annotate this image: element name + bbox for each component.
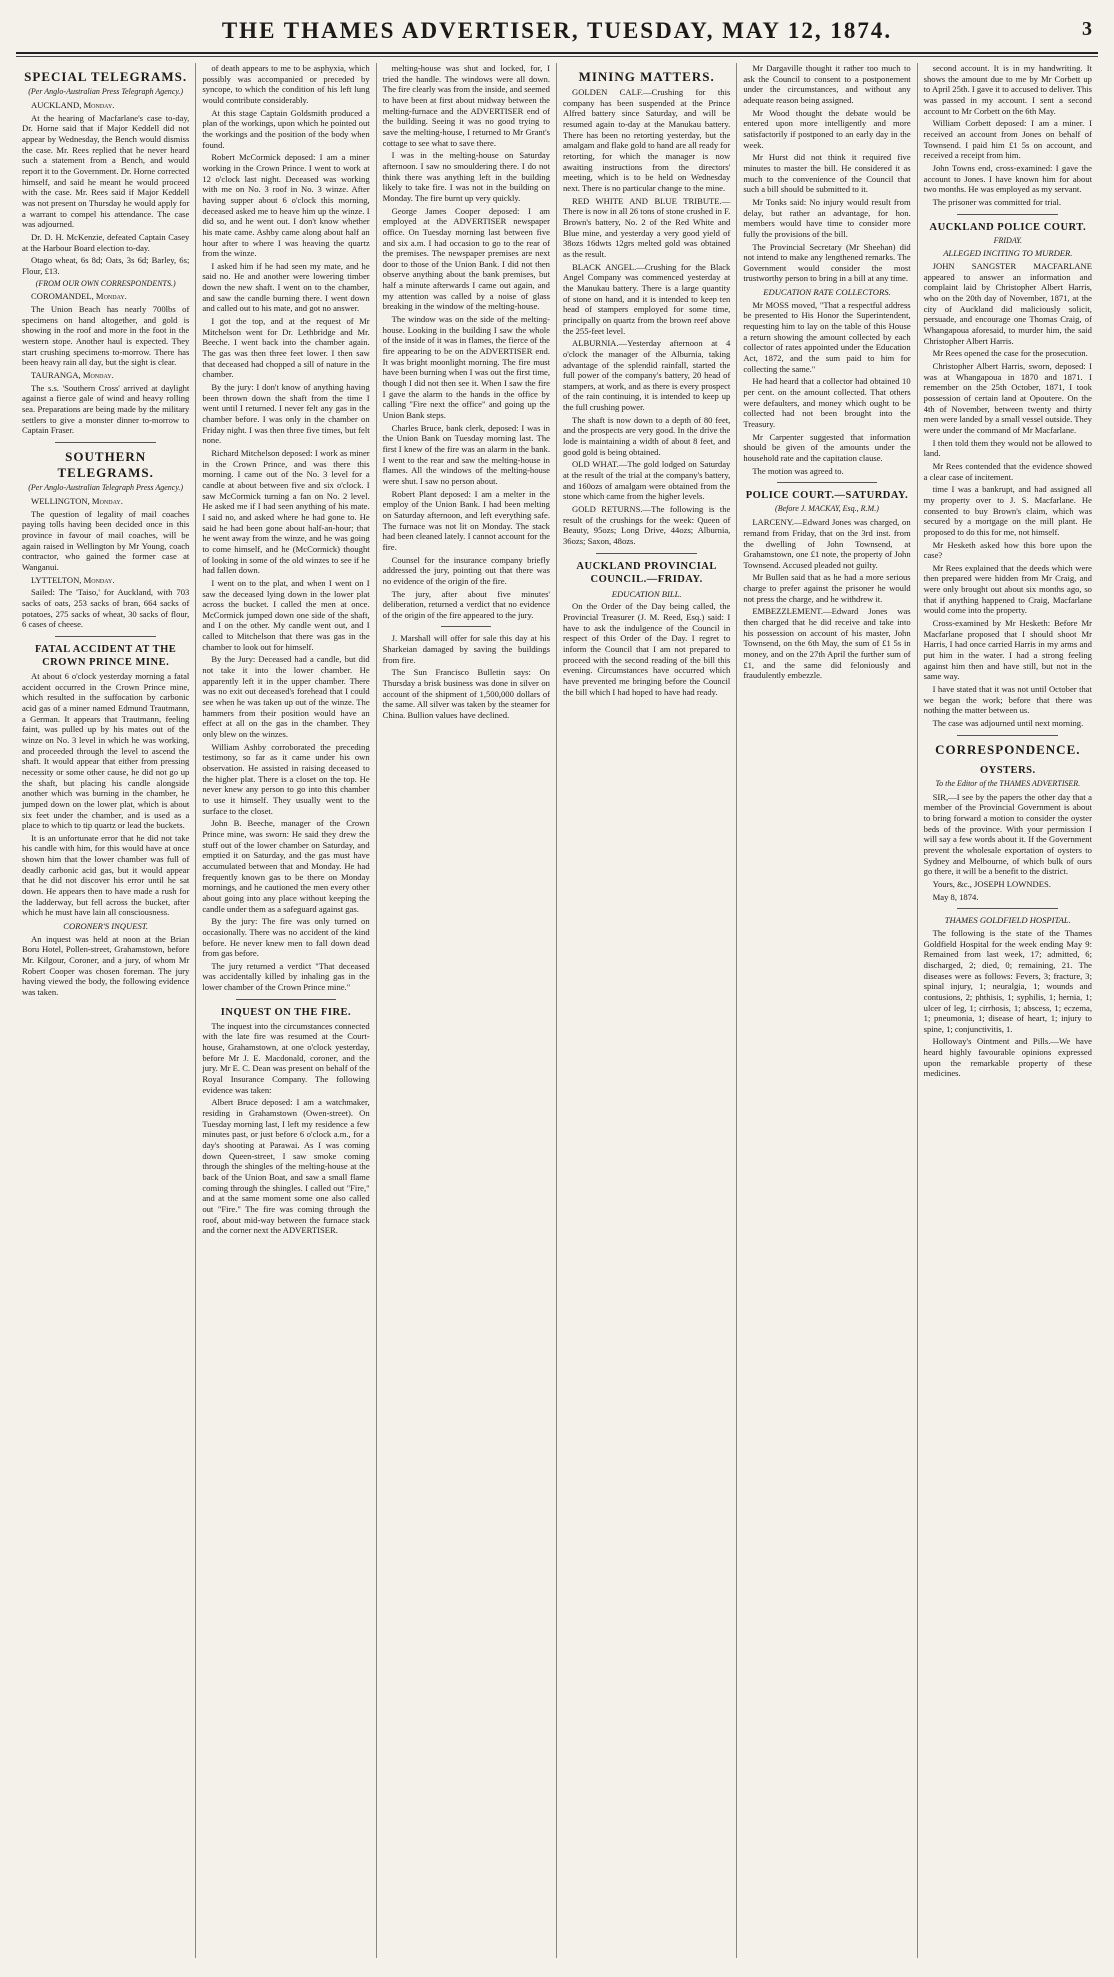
paragraph: At the hearing of Macfarlane's case to-day, Dr. Horne said that if Major Keddell did not appear by Wednesday, the Bench would dismiss the case. Mr. Rees replied that he never heard such a statement from a Bench, and would report it to the Government. Dr. Horne corrected himself, and said he meant he would proceed with the case. Mr. Rees said if Major Keddell was not present on Thursday he would apply for a warrant to compel his attendance. The case was adjourned. [22,112,190,230]
column-3 [377,63,557,1958]
paragraph: Mr Rees explained that the deeds which were then prepared were hidden from Mr Craig, and were only brought out about six months ago, so that if anything happened to Craig, Macfarlane would come into the property. [923,562,1092,616]
separator [441,626,491,627]
paragraph: Mr Rees opened the case for the prosecution. [932,348,1088,359]
columns [16,63,1098,1958]
column-5 [737,63,917,1958]
heading-hospital: THAMES GOLDFIELD HOSPITAL. [944,915,1071,926]
paragraph: RED WHITE AND BLUE TRIBUTE.—There is now in all 26 tons of stone crushed in F. Brown's battery, No. 2 of the Red White and Blue mine, and yesterday a very good yield of 38ozs 16dwts 12grs melted gold was obtained as the result. [562,195,731,259]
dateline: LYTTELTON, Monday. [31,574,115,585]
own-correspondents-note: (FROM OUR OWN CORRESPONDENTS.) [35,278,176,288]
letter-address: To the Editor of the THAMES ADVERTISER. [935,778,1081,788]
heading-police-court: POLICE COURT.—SATURDAY. [745,490,909,502]
paragraph: Mr Hurst did not think it required five minutes to master the bill. He considered it as much to the convenience of the Council that such a bill should be submitted to it. [743,152,911,195]
paragraph: It is an unfortunate error that he did not take his candle with him, for this would have at once shown him that the lower chamber was full of deadly carbonic acid gas, but it would appear that he did not discover his error until he sat down. He appears then to have made a rush for the ladderway, but fell across the bucket, after which he must have lain all consciousness. [22,832,190,918]
paragraph: On the Order of the Day being called, the Provincial Treasurer (J. M. Reed, Esq.) said: I have to ask the indulgence of the Council in respect of this Order of the Day. I regret to inform the Council that I am not prepared to proceed with the second reading of the bill this evening. Circumstances have occurred which have prevented me bringing before the Council the bill which I had hoped to have had ready. [562,601,731,697]
separator [55,442,155,443]
paragraph: I then told them they would not be allowed to land. [923,437,1092,459]
paragraph: The inquest into the circumstances connected with the late fire was resumed at the Court-house, Grahamstown, at one o'clock yesterday, before Mr J. E. Macdonald, coroner, and the jury. Mr E. C. Dean was present on behalf of the Royal Insurance Company. The following evidence was taken: [202,1020,370,1095]
column-4 [557,63,737,1958]
dateline: AUCKLAND, Monday. [31,100,115,111]
masthead-rule-thin [16,56,1098,57]
masthead-rule [16,52,1098,54]
page-number: 3 [1082,18,1092,40]
paragraph: BLACK ANGEL.—Crushing for the Black Angel Company was commenced yesterday at the Manukau battery. There is a large quantity of stone on hand, and it is intended to keep ten head of stampers employed for some time, principally on quartz from the brown reef above the 255-feet level. [562,261,731,336]
paragraph: Mr MOSS moved, "That a respectful address be presented to His Honor the Superintendent, requesting him to lay on the table of this House a return showing the amount collected by each collector of rates appointed under the Education Act, 1872, and the sum paid to him for collecting the same." [743,299,911,374]
paragraph: The Sun Francisco Bulletin says: On Thursday a brisk business was done in silver on account of the shipment of 1,500,000 dollars of the same. All silver was taken by the steamer for China. Bullion values have declined. [382,667,550,721]
heading-correspondence: CORRESPONDENCE. [935,741,1081,757]
paragraph: Charles Bruce, bank clerk, deposed: I was in the Union Bank on Tuesday morning last. The first I knew of the fire was an alarm in the bank. I went to the rear and saw the melting-house in flames. All the windows of the melting-house were shut. I saw no person about. [382,422,550,486]
paragraph: William Ashby corroborated the preceding testimony, so far as it came under his own observation. He assisted in raising deceased to the higher plat. There is a closet on the top. He never knew any person to go into this chamber to use it himself. They usually went to the surface to the closet. [202,741,370,816]
heading-mining-matters: MINING MATTERS. [578,69,715,84]
paragraph: Robert McCormick deposed: I am a miner working in the Crown Prince. I went to work at 12 o'clock last night. Deceased was working with me on No. 3 roof in No. 3 winze. After having supper about 6 o'clock this morning, deceased asked me to heave him up the winze. I did so, and he went out. I don't know whether his mate came. Ashby came along about half an hour after to where I was heaving the quartz from the winze. [202,152,370,259]
heading-rate-collectors: EDUCATION RATE COLLECTORS. [763,287,891,298]
paragraph: Christopher Albert Harris, sworn, deposed: I was at Whangapoua in 1870 and 1871. I remember on the 25th October, 1871, I took possession of certain land at Opoutere. On the 4th of November, between twenty and thirty men were landed by a small vessel outside. They were under the command of Mr Macfarlane. [923,361,1092,435]
paragraph: The Provincial Secretary (Mr Sheehan) did not intend to make any lengthened remarks. The Government would consider the most trustworthy person to bring in a bill at any time. [743,241,911,284]
paragraph: He had heard that a collector had obtained 10 per cent. on the amount collected. That others were defaulters, and money which ought to be collected had not been brought into the Treasury. [743,376,911,429]
paragraph: The jury returned a verdict "That deceased was accidentally killed by inhaling gas in the lower chamber of the Crown Prince mine." [202,960,370,993]
column-6 [918,63,1098,1958]
paragraph: William Corbett deposed: I am a miner. I received an account from Jones on behalf of Townsend. I paid him £1 5s on account, and received a receipt from him. [923,118,1092,161]
heading-oysters: OYSTERS. [979,764,1036,776]
paragraph: LARCENY.—Edward Jones was charged, on remand from Friday, that on the 3rd inst. from the dwelling of John Townsend, at Grahamstown, one £1 note, the property of John Townsend. Accused pleaded not guilty. [743,517,911,570]
masthead [16,18,1098,46]
paragraph: Mr Bullen said that as he had a more serious charge to prefer against the prisoner he would not press the charge, and he withdrew it. [743,572,911,604]
paragraph: JOHN SANGSTER MACFARLANE appeared to answer an information and complaint laid by Christopher Albert Harris, who on the 20th day of November, 1871, at the city of Auckland did maliciously solicit, persuade, and encourage one Thomas Craig, of Whangapoua aforesaid, to murder him, the said Christopher Albert Harris. [923,261,1092,346]
paragraph: Sailed: The 'Taiso,' for Auckland, with 703 sacks of oats, 253 sacks of bran, 664 sacks of potatoes, 275 sacks of wheat, 30 sacks of flour, 6 cases of cheese. [22,587,190,630]
paragraph: Mr Wood thought the debate would be entered upon more intelligently and more satisfactorily if postponed to an early day in the week. [743,107,911,150]
paragraph: George James Cooper deposed: I am employed at the ADVERTISER newspaper office. On Tuesday morning last between five and six a.m. I had occasion to go to the rear of the premises. The newspaper premises are next door to those of the Union Bank. I did not then observe anything about the bank premises, but half a minute afterwards I came out again, and my attention was called by a noise of glass breaking in the window of the melting-house. [382,205,550,312]
paragraph: EMBEZZLEMENT.—Edward Jones was then charged that he did receive and take into his possession on account of his master, John Townsend, on the 6th May, the sum of £1 5s in money, and on the 27th April the further sum of £1, and the same did feloniously and fraudulently embezzle. [743,606,911,681]
paragraph: Counsel for the insurance company briefly addressed the jury, pointing out that there was no evidence of the origin of the fire. [382,554,550,586]
paragraph: Mr Tonks said: No injury would result from delay, but rather an advantage, for hon. members would have time to consider more fully the provisions of the bill. [743,196,911,239]
paragraph: I was in the melting-house on Saturday afternoon. I saw no smouldering there. I do not think there was anything left in the building likely to take fire. I was not in the building on Monday. The fire burnt up very quickly. [382,150,550,203]
paragraph: Cross-examined by Mr Hesketh: Before Mr Macfarlane proposed that I should shoot Mr Harris, I had once carried Harris in my arms and put him in the water. I had a strong feeling against him then and have still, but not in the same way. [923,618,1092,682]
paragraph: SIR,—I see by the papers the other day that a member of the Provincial Government is about to bring forward a motion to consider the oyster beds of the province. With your permission I will say a few words about it. If the Government prevent the wholesale exportation of oysters to Sydney and Melbourne, of which bulk of ours go there, it will be a benefit to the district. [923,791,1092,877]
paragraph: OLD WHAT.—The gold lodged on Saturday at the result of the trial at the company's battery, and 160ozs of amalgam were obtained from the stone which came from the higher levels. [562,459,731,502]
paragraph: I asked him if he had seen my mate, and he said no. He and another were lowering timber down the new shaft. I went on to the chamber, and saw the candle burning there. I went down and called out to his mate, and got no answer. [202,260,370,314]
newspaper-title: THE THAMES ADVERTISER, TUESDAY, MAY 12, 1874. [221,18,893,43]
heading-fatal-accident: FATAL ACCIDENT AT THE CROWN PRINCE MINE. [35,643,177,668]
heading-southern-telegrams: SOUTHERN TELEGRAMS. [57,448,154,481]
paragraph: ALBURNIA.—Yesterday afternoon at 4 o'clock the manager of the Alburnia, taking advantage of the splendid rainfall, started the full power of the company's battery, 20 head of stampers, at work, and as there is every prospect of the rain continuing, it is intended to keep up the full crushing power. [562,338,731,413]
paragraph: Mr Dargaville thought it rather too much to ask the Council to consent to a postponement under the circumstances, and without any adequate reason being assigned. [743,63,911,105]
paragraph: The prisoner was committed for trial. [932,196,1062,207]
paragraph: I went on to the plat, and when I went on I saw the deceased lying down in the lower plat across the bucket. I called the men at once. McCormick jumped down one side of the shaft, and I on the other. My candle went out, and I called to Mitchelson that there was gas in the chamber to look out for himself. [202,577,370,652]
paragraph: Mr Carpenter suggested that information should be given of the amounts under the household rate and the capitation clause. [743,431,911,463]
agency-note: (Per Anglo-Australian Press Telegraph Agency.) [28,87,184,97]
dateline: COROMANDEL, Monday. [31,291,127,302]
paragraph: The jury, after about five minutes' deliberation, returned a verdict that no evidence of the origin of the fire appeared to the jury. [382,588,550,620]
separator [55,636,155,637]
paragraph: John B. Beeche, manager of the Crown Prince mine, was sworn: He said they drew the stuff out of the lower chamber on Saturday, and emptied it on Saturday, and the gas must have accumulated between that and Monday. He had frequently known gas to be there on Monday mornings, and he cautioned the men every other about going into any place without keeping the candle under them as a safeguard against gas. [202,818,370,914]
paragraph: GOLD RETURNS.—The following is the result of the crushings for the week: Queen of Beauty, 95ozs; Long Drive, 44ozs; Alburnia, 36ozs; Saxon, 48ozs. [562,504,731,547]
paragraph: J. Marshall will offer for sale this day at his Sharkeian damaged by saving the buildings from fire. [382,633,550,665]
separator [957,735,1058,736]
letter-signature: Yours, &c., JOSEPH LOWNDES. [932,878,1051,889]
paragraph: The case was adjourned until next morning. [932,718,1084,729]
paragraph: Otago wheat, 6s 8d; Oats, 3s 6d; Barley, 6s; Flour, £13. [22,255,190,276]
police-court-day: FRIDAY. [993,235,1022,245]
heading-coroners-inquest: CORONER'S INQUEST. [63,921,149,932]
paragraph: The motion was agreed to. [752,465,844,476]
paragraph: melting-house was shut and locked, for, I tried the handle. The windows were all down. The fire clearly was from the inside, and seemed to have been at first about midway between the melting-furnace and the ADVERTISER end of the building. Seeing it was no good trying to save the melting-house, I returned to Mr Grant's cottage to see what to save there. [382,63,550,148]
paragraph: At this stage Captain Goldsmith produced a plan of the workings, upon which he pointed out the workings and the position of the body when found. [202,107,370,150]
separator [236,999,336,1000]
paragraph: I have stated that it was not until October that we began the work; before that there was nothing the matter between us. [923,684,1092,716]
paragraph: GOLDEN CALF.—Crushing for this company has been suspended at the Prince Alfred battery since Saturday, and will be resumed again to-day at the Manukau battery. There has been no retorting yesterday, but the amalgam and flake gold to hand are all ready for retorting, for which the manager is now awaiting instructions from the directors' meeting, which is to be held on Wednesday next. There is no particular change to the mine. [562,87,731,194]
paragraph: An inquest was held at noon at the Brian Boru Hotel, Pollen-street, Grahamstown, before Mr. Kilgour, Coroner, and a jury, of whom Mr Robert Cooper was chosen foreman. The jury having viewed the body, the following evidence was taken. [22,933,190,998]
paragraph: John Towns end, cross-examined: I gave the account to Jones. I have known him for about two months. He was employed as my servant. [923,162,1092,195]
paragraph: Robert Plant deposed: I am a melter in the employ of the Union Bank. I had been melting on Saturday afternoon, and left everything safe. The furnace was not lit on Monday. The stack had been cleaned lately. I cannot account for the fire. [382,488,550,552]
paragraph: At about 6 o'clock yesterday morning a fatal accident occurred in the Crown Prince mine, which resulted in the suffocation by carbonic acid gas of a miner named Edmund Trautmann, a German. It appears that Trautmann, feeling faint, was pulled up by his mates out of the winze on No. 3 level in which he was working, and proceeded through the level to ascend the shaft. It would appear that either from pressing necessity or some other cause, he did not go up the shaft, but placing his candle alongside another which was burning in the chamber, he jumped down on the lower plat, which is about six feet under the chamber, and is used as a place to which to tip quartz or lead the buckets. [22,670,190,831]
paragraph: The question of legality of mail coaches paying tolls having been decided once in this province in favour of mail coaches, will be again raised in Wellington by Mr Young, coach contractor, who gained the former case at Wanganui. [22,508,190,573]
paragraph: time I was a bankrupt, and had assigned all my property over to J. S. Macfarlane. He consented to buy Brown's claim, which was secured by a mortgage on the mill plant. He proposed to do this for me, not himself. [923,484,1092,537]
paragraph: Richard Mitchelson deposed: I work as miner in the Crown Prince, and was there this morning. I came out of the No. 3 level for a candle at about between five and six o'clock. I saw McCormick turning a fan on No. 2 level. He asked me if I had seen anything of his mate. I said no, and asked where he had gone to. He said he had been gone about half-an-hour; that he went away from the winze, and he was going to come himself, and he (McCormick) thought of looking in some of the old winzes to see if he had fallen down. [202,447,370,576]
heading-provincial-council: AUCKLAND PROVINCIAL COUNCIL.—FRIDAY. [576,560,717,585]
paragraph: second account. It is in my handwriting. It shows the amount due to me by Mr Corbett up to April 25th. I gave it to accused to deliver. This was passed in my account. I sent a second account to Mr Corbett on the 6th May. [923,63,1092,116]
heading-education-bill: EDUCATION BILL. [611,588,682,599]
paragraph: The s.s. 'Southern Cross' arrived at daylight against a fierce gale of wind and heavy rolling sea. Preparations are being made by the military settlers to give a monster dinner to-morrow to Captain Fraser. [22,382,190,436]
heading-inciting-murder: ALLEGED INCITING TO MURDER. [943,248,1073,259]
paragraph: By the jury: The fire was only turned on occasionally. There was no accident of the kind before. He never knew men to fall down dead from gas before. [202,916,370,959]
heading-inquest-on-fire: INQUEST ON THE FIRE. [220,1006,352,1018]
paragraph: By the Jury: Deceased had a candle, but did not take it into the lower chamber. He apparently left it in the upper chamber. There was no exit out deceased's forehead that I could see when he was taken up out of the winze. The hammers from their position would have an effect at all on the gas in the chamber. They only blew on the winzes. [202,654,370,740]
column-1 [16,63,196,1958]
paragraph: By the jury: I don't know of anything having been thrown down the shaft from the time I went until I returned. I never felt any gas in the chamber before. I was only in the chamber on Friday night. I was then three five times, but felt none. [202,382,370,446]
separator [957,908,1058,909]
dateline: TAURANGA, Monday. [31,370,114,381]
police-court-bench: (Before J. MACKAY, Esq., R.M.) [775,504,879,514]
heading-auckland-police-court: AUCKLAND POLICE COURT. [929,221,1087,233]
paragraph: The window was on the side of the melting-house. Looking in the building I saw the whole of the inside of it was in flames, the fierce of the fire appearing to be on the ADVERTISER end. It was bright moonlight morning. The fire must have been burning when I was out the first time, though I did not then see it. When I saw the fire I gave the alarm to the hands in the office by calling "Fire next the office" and going up the Union Bank steps. [382,314,550,420]
paragraph: Mr Hesketh asked how this bore upon the case? [923,539,1092,561]
separator [957,214,1058,215]
paragraph: Albert Bruce deposed: I am a watchmaker, residing in Grahamstown (Owen-street). On Tuesday morning last, I left my residence a few minutes past, or just before 6 o'clock a.m., for a day's shooting at Parawai. As I was coming down Queen-street, I saw smoke coming through the shingles of the melting-house at the back of the Union Boat, and saw a small flame coming through the shingles. I called out "Fire," and at the same moment some one also called out "Fire." The fire was coming through the roof, about mid-way between the furnace stack and the corner next the ADVERTISER. [202,1097,370,1236]
paragraph: The Union Beach has nearly 700lbs of specimens on hand altogether, and gold is showing in the roof and more in the foot in the western stope. Another haul is expected. They start crushing specimens to-morrow. There has been heavy rain all day, but the sight is clear. [22,304,190,368]
letter-date: May 8, 1874. [932,891,979,902]
paragraph: Dr. D. H. McKenzie, defeated Captain Casey at the Harbour Board election to-day. [22,231,190,253]
separator [777,482,877,483]
paragraph: Holloway's Ointment and Pills.—We have heard highly favourable opinions expressed upon the remarkable property of these medicines. [923,1036,1092,1079]
agency-note: (Per Anglo-Australian Telegraph Press Agency.) [28,483,184,493]
paragraph: The following is the state of the Thames Goldfield Hospital for the week ending May 9: Remained from last week, 17; admitted, 6; discharged, 2; died, 0; remaining, 21. The diseases were as follows: Fevers, 3; fracture, 3; spinal injury, 1; neuralgia, 1; wounds and contusions, 2; phthisis, 1; syphilis, 1; hernia, 1; ulcer of leg, 1; cirrhosis, 1; abscess, 1; eczema, 1; pneumonia, 1; disease of heart, 1; injury to spine, 1; conjunctivitis, 1. [923,927,1092,1034]
paragraph: of death appears to me to be asphyxia, which possibly was accompanied or preceded by syncope, to which the condition of his left lung would contribute considerably. [202,63,370,105]
separator [596,553,696,554]
paragraph: The shaft is now down to a depth of 80 feet, and the prospects are very good. In the drive the lode is maintaining a width of about 8 feet, and good gold is being obtained. [562,414,731,457]
paragraph: Mr Rees contended that the evidence showed a clear case of incitement. [923,460,1092,482]
column-2 [196,63,376,1958]
paragraph: I got the top, and at the request of Mr Mitchelson went for Dr. Lethbridge and Mr. Beeche. I went back into the chamber again. The gas was then three feet lower. I then saw that deceased had chopped a sill of nature in the chamber. [202,316,370,380]
heading-special-telegrams: SPECIAL TELEGRAMS. [24,69,188,84]
dateline: WELLINGTON, Monday. [31,496,123,507]
